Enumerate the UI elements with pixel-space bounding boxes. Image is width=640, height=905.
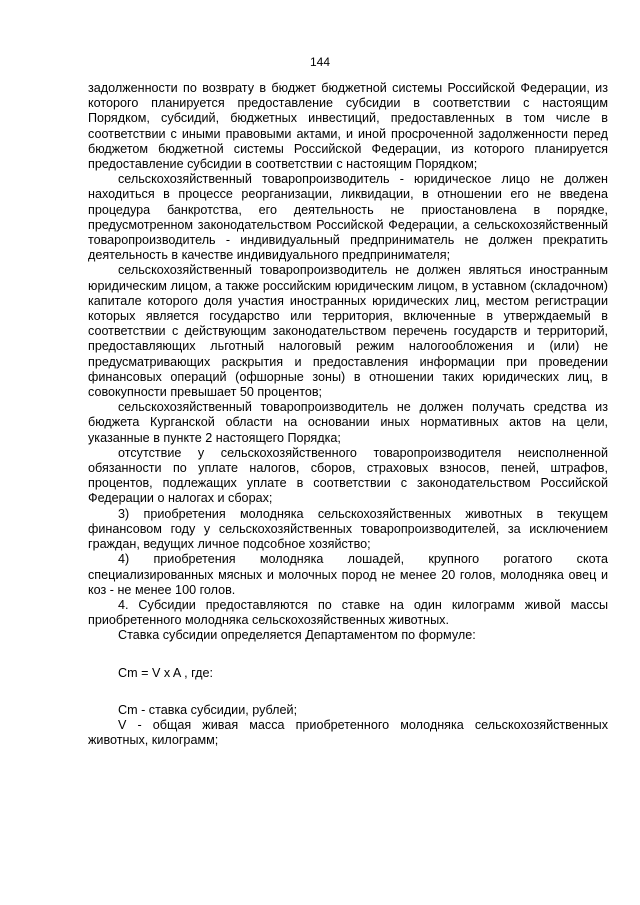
paragraph-tax-obligation-condition: отсутствие у сельскохозяйственного товаропроизводителя неисполненной обязанности по уплате налогов, сборов, страховых взносов, пеней, штрафов, процентов, подлежащих уплате в соответствии с законодательством Российской Федерации о налогах и сборах; (88, 445, 608, 506)
definition-v: V - общая живая масса приобретенного молодняка сельскохозяйственных животных, килограмм; (88, 717, 608, 748)
formula: Cm = V x A , где: (118, 665, 214, 680)
paragraph-other-funding-condition: сельскохозяйственный товаропроизводитель не должен получать средства из бюджета Курганской области на основании иных нормативных актов на цели, указанные в пункте 2 настоящего Порядка; (88, 400, 608, 445)
definition-cm: Cm - ставка субсидии, рублей; (118, 702, 298, 717)
paragraph-rate-intro: Ставка субсидии определяется Департаментом по формуле: (118, 628, 476, 643)
paragraph-debt-condition: задолженности по возврату в бюджет бюджетной системы Российской Федерации, из которого планируется предоставление субсидии в соответствии с настоящим Порядком, субсидий, бюджетных инвестиций, предоставленных в том числе в соответствии с иными правовыми актами, и иной просроченной задолженности перед бюджетом бюджетной системы Российской Федерации, из которого планируется предоставление субсидии в соответствии с настоящим Порядком; (88, 81, 608, 172)
document-body (88, 81, 608, 748)
paragraph-section-4: 4. Субсидии предоставляются по ставке на один килограмм живой массы приобретенного молодняка сельскохозяйственных животных. (88, 597, 608, 628)
paragraph-item-3: 3) приобретения молодняка сельскохозяйственных животных в текущем финансовом году у сельскохозяйственных товаропроизводителей, за исключением граждан, ведущих личное подсобное хозяйство; (88, 506, 608, 552)
paragraph-foreign-entity-condition: сельскохозяйственный товаропроизводитель не должен являться иностранным юридическим лицом, а также российским юридическим лицом, в уставном (складочном) капитале которого доля участия иностранных юридических лиц, местом регистрации которых является государство или территория, включенные в утверждаемый в соответствии с действующим законодательством перечень государств и территорий, предоставляющих льготный налоговый режим налогообложения и (или) не предусматривающих раскрытия и предоставления информации при проведении финансовых операций (офшорные зоны) в отношении таких юридических лиц, в совокупности превышает 50 процентов; (88, 263, 608, 400)
page-number: 144 (309, 55, 331, 69)
paragraph-item-4: 4) приобретения молодняка лошадей, крупного рогатого скота специализированных мясных и молочных пород не менее 20 голов, молодняка овец и коз - не менее 100 голов. (88, 552, 608, 597)
paragraph-reorganization-condition: сельскохозяйственный товаропроизводитель - юридическое лицо не должен находиться в процессе реорганизации, ликвидации, в отношении его не введена процедура банкротства, его деятельность не приостановлена в порядке, предусмотренном законодательством Российской Федерации, а сельскохозяйственный товаропроизводитель - индивидуальный предприниматель не должен прекратить деятельность в качестве индивидуального предпринимателя; (88, 172, 608, 263)
